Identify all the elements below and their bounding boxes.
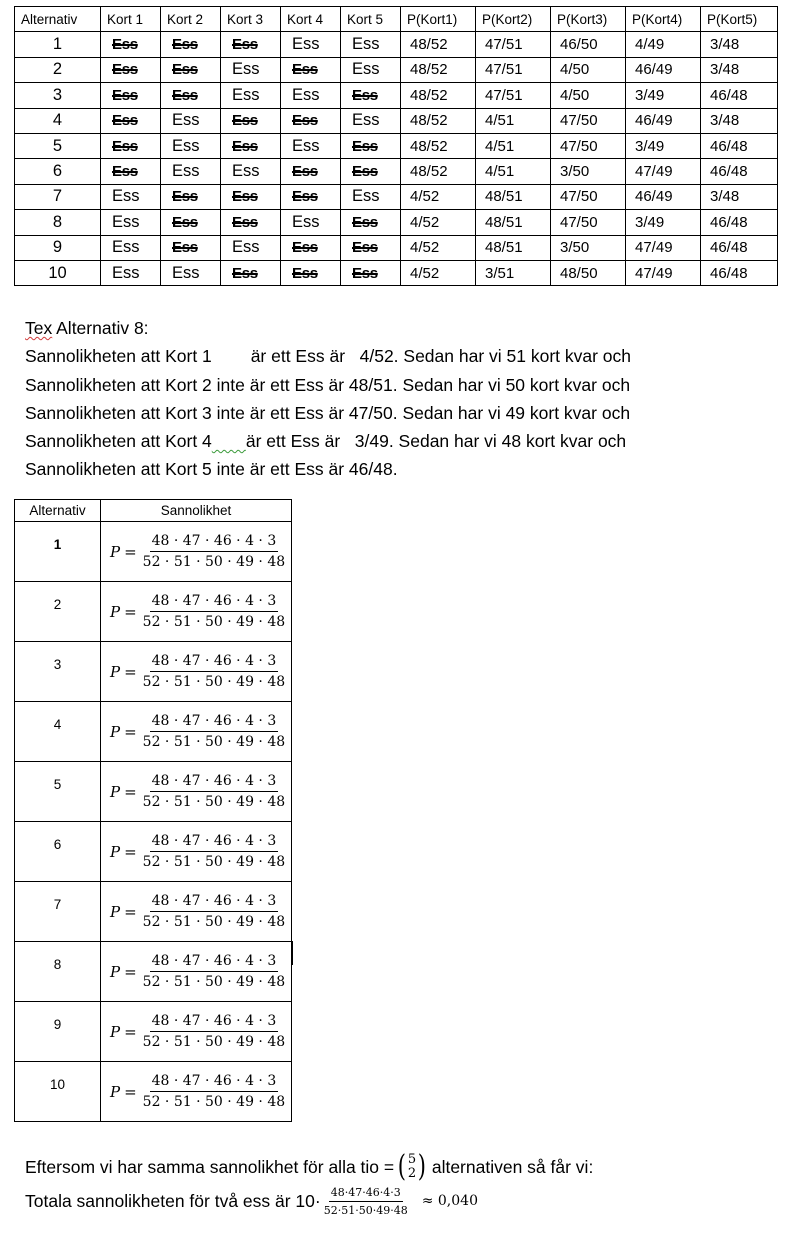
- alternative-number: 9: [15, 1002, 101, 1062]
- card-ace: Ess: [161, 159, 221, 184]
- probability-cell: 46/48: [701, 159, 778, 184]
- table-row: [15, 1002, 292, 1062]
- denominator: 52 · 51 · 50 · 49 · 48: [142, 1034, 286, 1050]
- conclusion-line-2: [25, 1184, 593, 1218]
- probability-cell: 47/51: [476, 83, 551, 108]
- header-alternativ: Alternativ: [15, 500, 101, 522]
- probability-cell: 46/48: [701, 210, 778, 235]
- card-ace: Ess: [101, 184, 161, 209]
- probability-cell: 48/52: [401, 83, 476, 108]
- card-ace: Ess: [161, 108, 221, 133]
- header-cell: P(Kort3): [551, 7, 626, 32]
- probability-cell: 47/50: [551, 184, 626, 209]
- equals-sign: =: [124, 1022, 137, 1041]
- alternative-number: 3: [15, 642, 101, 702]
- total-denominator: 52·51·50·49·48: [323, 1203, 408, 1217]
- table-row: [15, 133, 778, 158]
- card-not-ace: Ess: [161, 32, 221, 57]
- alternative-number: 7: [15, 184, 101, 209]
- probability-cell: 48/52: [401, 32, 476, 57]
- probability-formula: [101, 1002, 292, 1062]
- probability-cell: 4/52: [401, 184, 476, 209]
- probability-cell: 4/52: [401, 235, 476, 260]
- card-not-ace: Ess: [281, 260, 341, 285]
- probability-cell: 47/51: [476, 57, 551, 82]
- table-row: [15, 522, 292, 582]
- table-row: [15, 1062, 292, 1122]
- header-cell: P(Kort1): [401, 7, 476, 32]
- denominator: 52 · 51 · 50 · 49 · 48: [142, 914, 286, 930]
- card-not-ace: Ess: [281, 235, 341, 260]
- explanation-line-1: Sannolikheten att Kort 1 är ett Ess är 4/52. Sedan har vi 51 kort kvar och: [25, 346, 632, 367]
- probability-formula: [101, 942, 292, 1002]
- probability-cell: 48/50: [551, 260, 626, 285]
- probability-cell: 46/50: [551, 32, 626, 57]
- card-ace: Ess: [281, 210, 341, 235]
- card-ace: Ess: [341, 184, 401, 209]
- binom-bottom: 2: [407, 1166, 417, 1181]
- alternative-number: 2: [15, 57, 101, 82]
- probability-cell: 48/52: [401, 159, 476, 184]
- fraction: [141, 1013, 287, 1050]
- explanation-line-2: Sannolikheten att Kort 2 inte är ett Ess är 48/51. Sedan har vi 50 kort kvar och: [25, 374, 631, 395]
- card-not-ace: Ess: [341, 235, 401, 260]
- denominator: 52 · 51 · 50 · 49 · 48: [142, 794, 286, 810]
- probability-cell: 47/49: [626, 260, 701, 285]
- fraction: [141, 653, 287, 690]
- header-cell: P(Kort5): [701, 7, 778, 32]
- denominator: 52 · 51 · 50 · 49 · 48: [142, 674, 286, 690]
- probability-cell: 3/50: [551, 235, 626, 260]
- card-ace: Ess: [341, 57, 401, 82]
- probability-cell: 48/51: [476, 184, 551, 209]
- card-ace: Ess: [101, 260, 161, 285]
- text-cursor: [291, 941, 293, 965]
- alternative-number: 8: [15, 942, 101, 1002]
- denominator: 52 · 51 · 50 · 49 · 48: [142, 1094, 286, 1110]
- alternative-number: 10: [15, 1062, 101, 1122]
- probability-formula: [101, 582, 292, 642]
- table-row: [15, 702, 292, 762]
- fraction: [141, 533, 287, 570]
- card-not-ace: Ess: [341, 133, 401, 158]
- card-ace: Ess: [281, 133, 341, 158]
- table-row: [15, 642, 292, 702]
- numerator: 48 · 47 · 46 · 4 · 3: [150, 773, 279, 792]
- probability-formula: [101, 702, 292, 762]
- table-row: [15, 235, 778, 260]
- card-not-ace: Ess: [341, 83, 401, 108]
- alternative-number: 4: [15, 702, 101, 762]
- probability-cell: 3/48: [701, 32, 778, 57]
- probability-cell: 46/49: [626, 108, 701, 133]
- p-symbol: P: [110, 1082, 121, 1101]
- equals-sign: =: [124, 1082, 137, 1101]
- denominator: 52 · 51 · 50 · 49 · 48: [142, 854, 286, 870]
- card-not-ace: Ess: [341, 210, 401, 235]
- card-not-ace: Ess: [281, 57, 341, 82]
- card-not-ace: Ess: [221, 184, 281, 209]
- tex-word: Tex: [25, 318, 53, 338]
- binom-top: 5: [407, 1152, 417, 1167]
- alternative-number: 5: [15, 762, 101, 822]
- card-ace: Ess: [161, 133, 221, 158]
- probability-cell: 4/52: [401, 210, 476, 235]
- fraction: [141, 713, 287, 750]
- equals-sign: =: [124, 542, 137, 561]
- table-row: [15, 210, 778, 235]
- probability-cell: 48/52: [401, 133, 476, 158]
- equals-sign: =: [124, 782, 137, 801]
- card-not-ace: Ess: [101, 159, 161, 184]
- alternative-number: 9: [15, 235, 101, 260]
- conclusion-line-1-start: Eftersom vi har samma sannolikhet för alla tio =: [25, 1156, 395, 1177]
- table-row: [15, 57, 778, 82]
- probability-cell: 4/50: [551, 57, 626, 82]
- p-symbol: P: [110, 902, 121, 921]
- p-symbol: P: [110, 722, 121, 741]
- probability-cell: 4/51: [476, 159, 551, 184]
- card-not-ace: Ess: [161, 83, 221, 108]
- probability-cell: 46/48: [701, 83, 778, 108]
- card-not-ace: Ess: [221, 32, 281, 57]
- alternative-number: 1: [15, 522, 101, 582]
- line-4-rest: är ett Ess är 3/49. Sedan har vi 48 kort kvar och: [245, 431, 627, 452]
- probability-formula: [101, 1062, 292, 1122]
- card-not-ace: Ess: [161, 184, 221, 209]
- probability-cell: 47/49: [626, 235, 701, 260]
- probability-cell: 3/50: [551, 159, 626, 184]
- denominator: 52 · 51 · 50 · 49 · 48: [142, 734, 286, 750]
- probability-formula: [101, 882, 292, 942]
- table-row: [15, 942, 292, 1002]
- probability-cell: 3/49: [626, 210, 701, 235]
- probability-cell: 3/48: [701, 184, 778, 209]
- p-symbol: P: [110, 842, 121, 861]
- probability-cell: 47/50: [551, 108, 626, 133]
- card-not-ace: Ess: [101, 57, 161, 82]
- card-ace: Ess: [221, 235, 281, 260]
- numerator: 48 · 47 · 46 · 4 · 3: [150, 833, 279, 852]
- numerator: 48 · 47 · 46 · 4 · 3: [150, 713, 279, 732]
- probability-cell: 47/50: [551, 210, 626, 235]
- probability-table: [14, 499, 292, 1122]
- alternative-label: Alternativ 8:: [52, 318, 149, 338]
- denominator: 52 · 51 · 50 · 49 · 48: [142, 554, 286, 570]
- header-cell: Kort 2: [161, 7, 221, 32]
- approx-result: ≈ 0,040: [421, 1193, 478, 1209]
- alternative-number: 7: [15, 882, 101, 942]
- card-ace: Ess: [161, 260, 221, 285]
- p-symbol: P: [110, 662, 121, 681]
- probability-cell: 46/48: [701, 235, 778, 260]
- header-cell: Kort 5: [341, 7, 401, 32]
- card-not-ace: Ess: [221, 260, 281, 285]
- probability-cell: 46/49: [626, 57, 701, 82]
- probability-cell: 48/52: [401, 108, 476, 133]
- explanation-line-3: Sannolikheten att Kort 3 inte är ett Ess är 47/50. Sedan har vi 49 kort kvar och: [25, 402, 631, 423]
- card-not-ace: Ess: [161, 210, 221, 235]
- alternative-number: 2: [15, 582, 101, 642]
- probability-cell: 3/48: [701, 57, 778, 82]
- alternative-number: 6: [15, 822, 101, 882]
- fraction: [141, 773, 287, 810]
- card-ace: Ess: [221, 83, 281, 108]
- card-ace: Ess: [221, 57, 281, 82]
- alternative-number: 10: [15, 260, 101, 285]
- card-ace: Ess: [341, 32, 401, 57]
- probability-cell: 47/49: [626, 159, 701, 184]
- table-row: [15, 822, 292, 882]
- card-not-ace: Ess: [281, 184, 341, 209]
- card-ace: Ess: [101, 235, 161, 260]
- numerator: 48 · 47 · 46 · 4 · 3: [150, 1013, 279, 1032]
- header-cell: Alternativ: [15, 7, 101, 32]
- probability-cell: 48/52: [401, 57, 476, 82]
- probability-cell: 48/51: [476, 235, 551, 260]
- p-symbol: P: [110, 962, 121, 981]
- card-ace: Ess: [281, 83, 341, 108]
- card-not-ace: Ess: [161, 57, 221, 82]
- equals-sign: =: [124, 722, 137, 741]
- card-not-ace: Ess: [341, 159, 401, 184]
- fraction: [141, 833, 287, 870]
- header-cell: P(Kort4): [626, 7, 701, 32]
- card-not-ace: Ess: [341, 260, 401, 285]
- conclusion-line-1-end: alternativen så får vi:: [431, 1156, 594, 1177]
- card-not-ace: Ess: [101, 108, 161, 133]
- numerator: 48 · 47 · 46 · 4 · 3: [150, 893, 279, 912]
- p-symbol: P: [110, 782, 121, 801]
- numerator: 48 · 47 · 46 · 4 · 3: [150, 953, 279, 972]
- alternative-number: 8: [15, 210, 101, 235]
- conclusion-line-2-start: Totala sannolikheten för två ess är 10·: [25, 1190, 321, 1211]
- card-ace: Ess: [101, 210, 161, 235]
- table-row: [15, 83, 778, 108]
- fraction: [141, 1073, 287, 1110]
- card-not-ace: Ess: [281, 108, 341, 133]
- probability-cell: 48/51: [476, 210, 551, 235]
- table-row: [15, 882, 292, 942]
- equals-sign: =: [124, 962, 137, 981]
- fraction: [141, 893, 287, 930]
- card-not-ace: Ess: [161, 235, 221, 260]
- total-fraction: [322, 1186, 410, 1217]
- probability-cell: 46/48: [701, 260, 778, 285]
- table-row: [15, 32, 778, 57]
- header-sannolikhet: Sannolikhet: [101, 500, 292, 522]
- probability-formula: [101, 642, 292, 702]
- probability-cell: 3/49: [626, 83, 701, 108]
- alternative-number: 6: [15, 159, 101, 184]
- table-row: [15, 184, 778, 209]
- aces-table-header: [15, 7, 778, 32]
- probability-cell: 4/49: [626, 32, 701, 57]
- probability-cell: 47/51: [476, 32, 551, 57]
- probability-cell: 3/49: [626, 133, 701, 158]
- explanation: [25, 314, 631, 484]
- numerator: 48 · 47 · 46 · 4 · 3: [150, 593, 279, 612]
- equals-sign: =: [124, 842, 137, 861]
- card-ace: Ess: [221, 159, 281, 184]
- conclusion-line-1: [25, 1149, 594, 1184]
- explanation-title: [25, 314, 631, 342]
- numerator: 48 · 47 · 46 · 4 · 3: [150, 653, 279, 672]
- probability-cell: 46/49: [626, 184, 701, 209]
- explanation-line-4: [25, 427, 631, 455]
- probability-formula: [101, 822, 292, 882]
- numerator: 48 · 47 · 46 · 4 · 3: [150, 1073, 279, 1092]
- alternative-number: 4: [15, 108, 101, 133]
- table-row: [15, 260, 778, 285]
- probability-cell: 4/52: [401, 260, 476, 285]
- header-cell: Kort 3: [221, 7, 281, 32]
- denominator: 52 · 51 · 50 · 49 · 48: [142, 974, 286, 990]
- equals-sign: =: [124, 602, 137, 621]
- probability-cell: 4/51: [476, 133, 551, 158]
- card-not-ace: Ess: [101, 133, 161, 158]
- probability-cell: 3/51: [476, 260, 551, 285]
- probability-formula: [101, 762, 292, 822]
- header-cell: Kort 1: [101, 7, 161, 32]
- conclusion: [25, 1149, 594, 1218]
- numerator: 48 · 47 · 46 · 4 · 3: [150, 533, 279, 552]
- p-symbol: P: [110, 602, 121, 621]
- table-row: [15, 108, 778, 133]
- probability-formula: [101, 522, 292, 582]
- probability-cell: 47/50: [551, 133, 626, 158]
- alternative-number: 1: [15, 32, 101, 57]
- probability-cell: 3/48: [701, 108, 778, 133]
- card-not-ace: Ess: [221, 210, 281, 235]
- card-ace: Ess: [281, 32, 341, 57]
- equals-sign: =: [124, 662, 137, 681]
- card-not-ace: Ess: [221, 108, 281, 133]
- table-row: [15, 762, 292, 822]
- total-numerator: 48·47·46·4·3: [329, 1186, 403, 1202]
- card-not-ace: Ess: [101, 32, 161, 57]
- table-row: [15, 159, 778, 184]
- header-cell: Kort 4: [281, 7, 341, 32]
- binomial-coefficient: ( 5 2 ): [397, 1149, 427, 1184]
- card-not-ace: Ess: [101, 83, 161, 108]
- explanation-line-5: Sannolikheten att Kort 5 inte är ett Ess är 46/48.: [25, 459, 398, 480]
- aces-table: [14, 6, 778, 286]
- line-4-gap: [212, 431, 246, 451]
- probability-cell: 4/50: [551, 83, 626, 108]
- card-not-ace: Ess: [221, 133, 281, 158]
- p-symbol: P: [110, 542, 121, 561]
- card-not-ace: Ess: [281, 159, 341, 184]
- probability-cell: 4/51: [476, 108, 551, 133]
- denominator: 52 · 51 · 50 · 49 · 48: [142, 614, 286, 630]
- p-symbol: P: [110, 1022, 121, 1041]
- probability-cell: 46/48: [701, 133, 778, 158]
- line-4-start: Sannolikheten att Kort 4: [25, 431, 212, 452]
- table-row: [15, 582, 292, 642]
- alternative-number: 3: [15, 83, 101, 108]
- card-ace: Ess: [341, 108, 401, 133]
- equals-sign: =: [124, 902, 137, 921]
- header-cell: P(Kort2): [476, 7, 551, 32]
- fraction: [141, 953, 287, 990]
- alternative-number: 5: [15, 133, 101, 158]
- fraction: [141, 593, 287, 630]
